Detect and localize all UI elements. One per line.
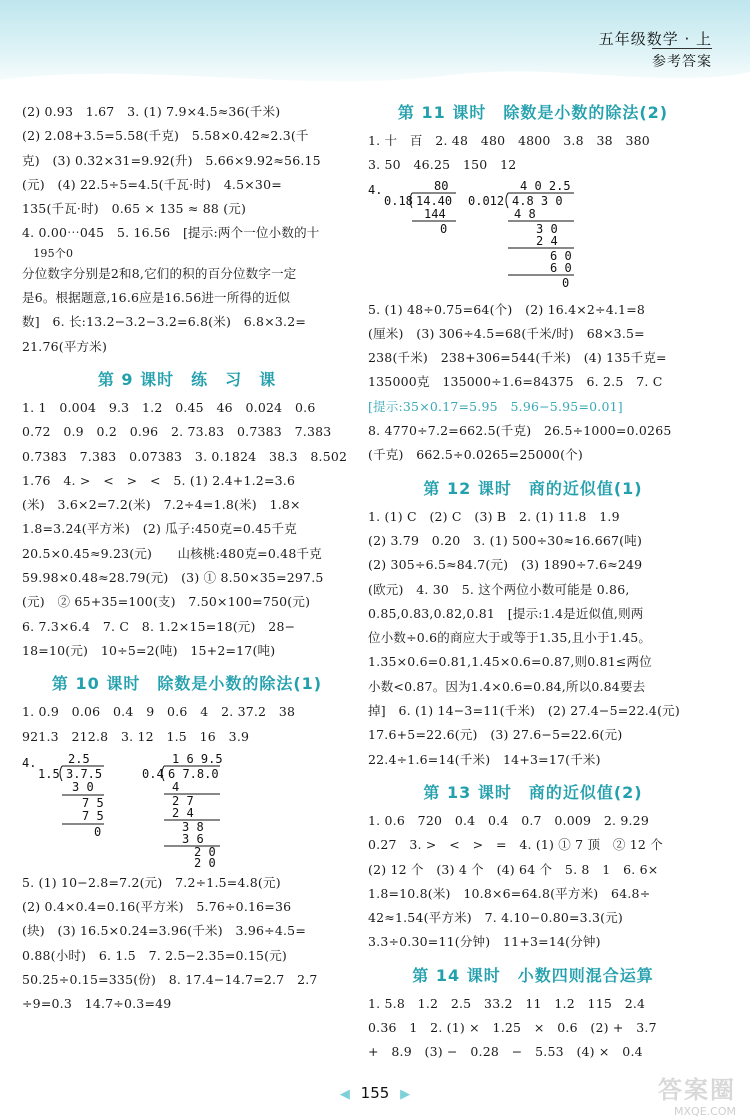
section-10-answers: [22, 700, 352, 1016]
answer-line: (2) 0.4×0.4=0.16(平方米) 5.76÷0.16=36: [22, 899, 292, 915]
answer-line: 位小数÷0.6的商应大于或等于1.35,且小于1.45。: [368, 630, 652, 646]
division-step: 0: [562, 275, 570, 290]
answer-line: 8. 4770÷7.2=662.5(千克) 26.5÷1000=0.0265: [368, 423, 672, 439]
answer-line: 1. 0.9 0.06 0.4 9 0.6 4 2. 37.2 38: [22, 704, 296, 720]
left-column: [22, 100, 352, 1017]
answer-line: 5. (1) 10−2.8=7.2(元) 7.2÷1.5=4.8(元): [22, 874, 281, 890]
section-11-answers: [368, 129, 698, 468]
section-title-12: 第 12 课时 商的近似值(1): [423, 478, 643, 498]
arrow-right-icon: ▶: [400, 1087, 411, 1102]
answer-line: 掉] 6. (1) 14−3=11(千米) (2) 27.4−5=22.4(元): [368, 703, 680, 719]
division-divisor: 1.5: [38, 766, 60, 781]
answer-line: (块) (3) 16.5×0.24=3.96(千米) 3.96÷4.5=: [22, 923, 306, 939]
division-quotient: 4 0 2.5: [520, 179, 571, 193]
division-step: 3 0: [72, 779, 94, 794]
division-step: 3 0: [536, 221, 558, 236]
answer-line: 42≈1.54(平方米) 7. 4.10−0.80=3.3(元): [368, 910, 624, 926]
answer-line: 1.8=10.8(米) 10.8×6=64.8(平方米) 64.8÷: [368, 885, 651, 901]
section-13-answers: [368, 809, 698, 955]
answer-line: 0.85,0.83,0.82,0.81 [提示:1.4是近似值,则两: [368, 605, 644, 621]
section-title-11: 第 11 课时 除数是小数的除法(2): [397, 103, 669, 122]
header-wave-decoration: [0, 60, 750, 100]
answer-line: (2) 305÷6.5≈84.7(元) (3) 1890÷7.6≈249: [368, 557, 643, 573]
answer-line: 0.27 3. > < > = 4. (1) ① 7 顶 ② 12 个: [368, 837, 663, 853]
answer-line: (元) ② 65+35=100(支) 7.50×100=750(元): [22, 594, 311, 610]
division-step: 2 0: [194, 844, 216, 859]
division-dividend: 6 7.8.0: [168, 766, 219, 781]
answer-line: 17.6+5=22.6(元) (3) 27.6−5=22.6(元): [368, 727, 623, 743]
division-step: 4: [172, 779, 180, 794]
answer-line: 6. 7.3×6.4 7. C 8. 1.2×15=18(元) 28−: [22, 618, 296, 634]
answer-line: 1. 十 百 2. 48 480 4800 3.8 38 380: [368, 133, 650, 148]
answer-line: 4. 0.00⋯045 5. 16.56 [提示:两个一位小数的十: [22, 225, 320, 241]
division-step: 6 0: [550, 248, 572, 263]
answer-line: 238(千米) 238+306=544(千米) (4) 135千克=: [368, 350, 667, 366]
division-dividend: 14.40: [416, 193, 453, 208]
answer-line: 1.76 4. > < > < 5. (1) 2.4+1.2=3.6: [22, 472, 296, 488]
answer-line: (元) (4) 22.5÷5=4.5(千瓦·时) 4.5×30=: [22, 176, 282, 192]
answer-line: (2) 3.79 0.20 3. (1) 500÷30≈16.667(吨): [368, 532, 643, 548]
answer-line: 1.35×0.6=0.81,1.45×0.6=0.87,则0.81≤两位: [368, 654, 652, 670]
answer-line: 0.72 0.9 0.2 0.96 2. 73.83 0.7383 7.383: [22, 424, 332, 440]
question-number: 4.: [368, 182, 383, 197]
division-dividend: 3.7.5: [66, 766, 103, 781]
answer-line: 135(千瓦·时) 0.65 × 135 ≈ 88 (元): [22, 201, 247, 217]
answer-line: 5. (1) 48÷0.75=64(个) (2) 16.4×2÷4.1=8: [368, 301, 646, 317]
answer-line: (千克) 662.5÷0.0265=25000(个): [368, 447, 583, 463]
answer-line: 20.5×0.45≈9.23(元) 山核桃:480克=0.48千克: [22, 545, 322, 561]
division-step: 4 8: [514, 206, 536, 221]
section-9-answers: [22, 396, 352, 663]
division-step: 2 4: [536, 233, 558, 248]
division-step: 0: [440, 221, 448, 236]
section-12-answers: [368, 505, 698, 772]
division-divisor: 0.4: [142, 766, 164, 781]
answer-line: 0.7383 7.383 0.07383 3. 0.1824 38.3 8.502: [22, 448, 348, 464]
section-title-10: 第 10 课时 除数是小数的除法(1): [51, 674, 323, 694]
division-step: 2 0: [194, 855, 216, 869]
arrow-left-icon: ◀: [339, 1087, 350, 1102]
answer-line: 921.3 212.8 3. 12 1.5 16 3.9: [22, 728, 250, 744]
answer-line: (2) 0.93 1.67 3. (1) 7.9×4.5≈36(千米): [22, 104, 281, 119]
division-step: 144: [424, 206, 446, 221]
answer-line: 195个0: [22, 246, 74, 260]
answer-line: 数] 6. 长:13.2−3.2−3.2=6.8(米) 6.8×3.2=: [22, 314, 307, 330]
right-column: [368, 100, 698, 1065]
answer-line: (2) 12 个 (3) 4 个 (4) 64 个 5. 8 1 6. 6×: [368, 861, 659, 877]
division-step: 6 0: [550, 260, 572, 275]
answer-line: 1. 1 0.004 9.3 1.2 0.45 46 0.024 0.6: [22, 399, 316, 415]
division-dividend: 4.8 3 0: [512, 193, 563, 208]
division-step: 7 5: [82, 808, 104, 823]
division-quotient: 80: [434, 179, 449, 193]
long-division-block: [22, 751, 352, 869]
section-14-answers: [368, 992, 698, 1065]
answer-line: ÷9=0.3 14.7÷0.3=49: [22, 996, 172, 1012]
answer-line: 是6。根据题意,16.6应是16.56进一所得的近似: [22, 290, 291, 306]
answer-line: 22.4÷1.6=14(千米) 14+3=17(千米): [368, 751, 601, 767]
answer-line: 3.3÷0.30=11(分钟) 11+3=14(分钟): [368, 934, 601, 950]
division-step: 0: [94, 824, 102, 839]
division-quotient: 1 6 9.5: [172, 751, 223, 766]
section-title-14: 第 14 课时 小数四则混合运算: [412, 965, 654, 985]
page-number: 155: [360, 1084, 390, 1102]
answer-line: 1. 5.8 1.2 2.5 33.2 11 1.2 115 2.4: [368, 995, 646, 1011]
answer-line: 1. 0.6 720 0.4 0.4 0.7 0.009 2. 9.29: [368, 812, 649, 828]
answer-line: 21.76(平方米): [22, 338, 108, 354]
section-label: 参考答案: [652, 48, 712, 71]
answer-line: 克) (3) 0.32×31=9.92(升) 5.66×9.92≈56.15: [22, 152, 321, 168]
answer-line: 50.25÷0.15=335(份) 8. 17.4−14.7=2.7 2.7: [22, 972, 318, 988]
division-divisor: 0.18: [384, 193, 413, 208]
question-number: 4.: [22, 755, 37, 770]
section-title-9: 第 9 课时 练 习 课: [97, 369, 277, 389]
answer-line: (欧元) 4. 30 5. 这个两位小数可能是 0.86,: [368, 581, 630, 597]
answer-line: 0.36 1 2. (1) × 1.25 × 0.6 (2) + 3.7: [368, 1020, 657, 1036]
division-quotient: 2.5: [68, 751, 90, 766]
division-step: 7 5: [82, 795, 104, 810]
long-division-figures: [22, 751, 352, 869]
long-division-figures: [368, 180, 698, 296]
top-answers: [22, 100, 352, 359]
division-step: 2 7: [172, 793, 194, 808]
watermark-url: MXQE.COM: [674, 1105, 736, 1118]
answer-line: (米) 3.6×2=7.2(米) 7.2÷4=1.8(米) 1.8×: [22, 497, 301, 513]
hint-line: [提示:35×0.17=5.95 5.96−5.95=0.01]: [368, 398, 623, 414]
long-division-block: [368, 180, 698, 296]
watermark-logo: [626, 1070, 736, 1118]
answer-line: 135000克 135000÷1.6=84375 6. 2.5 7. C: [368, 374, 663, 390]
section-title-13: 第 13 课时 商的近似值(2): [423, 782, 643, 802]
answer-line: 小数<0.87。因为1.4×0.6=0.84,所以0.84要去: [368, 678, 646, 694]
answer-line: 59.98×0.48≈28.79(元) (3) ① 8.50×35=297.5: [22, 570, 324, 586]
answer-line: 18=10(元) 10÷5=2(吨) 15+2=17(吨): [22, 642, 276, 658]
answer-line: (2) 2.08+3.5=5.58(千克) 5.58×0.42≈2.3(千: [22, 128, 309, 144]
division-step: 3 8: [182, 819, 204, 834]
division-step: 2 4: [172, 805, 194, 820]
answer-line: 0.88(小时) 6. 1.5 7. 2.5−2.35=0.15(元): [22, 947, 288, 963]
answer-line: (厘米) (3) 306÷4.5=68(千米/时) 68×3.5=: [368, 325, 645, 341]
answer-line: 1.8=3.24(平方米) (2) 瓜子:450克=0.45千克: [22, 521, 297, 537]
division-step: 3 6: [182, 831, 204, 846]
answer-line: + 8.9 (3) − 0.28 − 5.53 (4) × 0.4: [368, 1044, 643, 1060]
answer-line: 1. (1) C (2) C (3) B 2. (1) 11.8 1.9: [368, 508, 620, 524]
answer-line: 分位数字分别是2和8,它们的积的百分位数字一定: [22, 265, 297, 281]
division-divisor: 0.012: [468, 193, 505, 208]
watermark-text: 答案圈: [658, 1076, 736, 1104]
answer-line: 3. 50 46.25 150 12: [368, 157, 517, 173]
book-title: 五年级数学 · 上: [598, 30, 712, 48]
